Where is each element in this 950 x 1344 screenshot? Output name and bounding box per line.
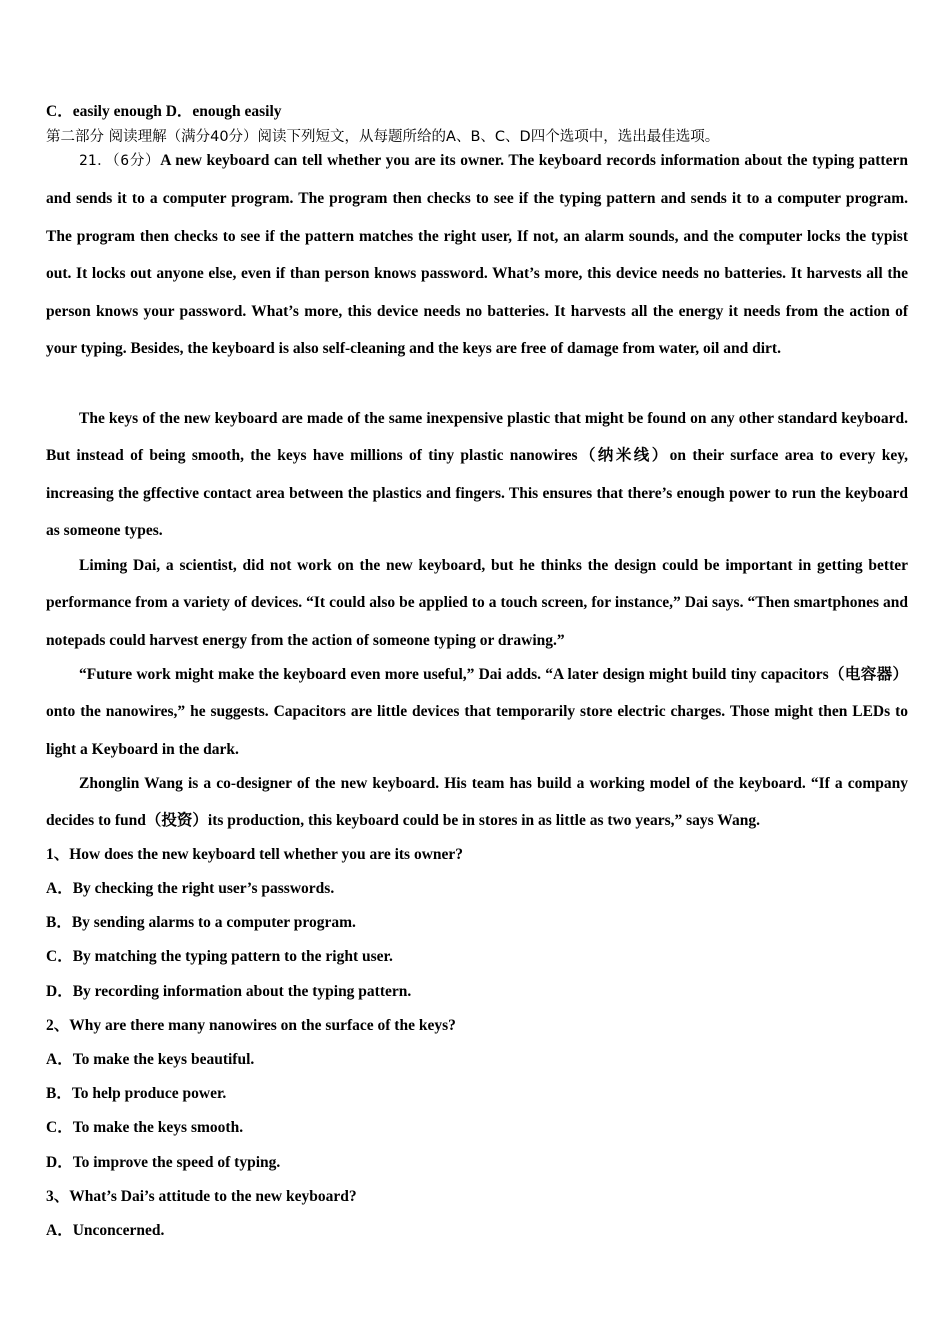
question-2-stem: 2、Why are there many nanowires on the surface of the keys? <box>46 1017 456 1034</box>
passage-paragraph-1 <box>46 142 908 367</box>
passage-paragraph-4: “Future work might make the keyboard even more useful,” Dai adds. “A later design might build tiny capacitors（电容器）onto the nanowires,” he suggests. Capacitors are little devices that temporarily store electric charges. Those might then LEDs to light a Keyboard in the dark. <box>46 666 908 758</box>
question-1-option-a[interactable]: A．By checking the right user’s passwords. <box>46 880 335 897</box>
question-2-option-c[interactable]: C．To make the keys smooth. <box>46 1119 244 1136</box>
question-1-option-b[interactable]: B．By sending alarms to a computer program. <box>46 914 356 931</box>
question-2-option-b[interactable]: B．To help produce power. <box>46 1085 227 1102</box>
question-3-option-a[interactable]: A．Unconcerned. <box>46 1222 165 1239</box>
question-1-option-c[interactable]: C．By matching the typing pattern to the right user. <box>46 948 393 965</box>
passage-paragraph-5: Zhonglin Wang is a co-designer of the new keyboard. His team has build a working model of the keyboard. “If a company decides to fund（投资）its production, this keyboard could be in stores in as little as two years,” says Wang. <box>46 775 908 830</box>
question-1-stem: 1、How does the new keyboard tell whether you are its owner? <box>46 846 464 863</box>
passage-paragraph-3: Liming Dai, a scientist, did not work on the new keyboard, but he thinks the design could be important in getting better performance from a variety of devices. “It could also be applied to a touch screen, for instance,” Dai says. “Then smartphones and notepads could harvest energy from the action of someone typing or drawing.” <box>46 557 908 649</box>
question-3-stem: 3、What’s Dai’s attitude to the new keyboard? <box>46 1188 357 1205</box>
question-1-option-d[interactable]: D．By recording information about the typing pattern. <box>46 983 412 1000</box>
previous-question-options: C．easily enough D．enough easily <box>46 103 282 120</box>
question-2-option-d[interactable]: D．To improve the speed of typing. <box>46 1154 281 1171</box>
passage-paragraph-2: The keys of the new keyboard are made of the same inexpensive plastic that might be found on any other standard keyboard. But instead of being smooth, the keys have millions of tiny plastic nanowires（纳米线）on their surface area to every key, increasing the gffective contact area between the plastics and fingers. This ensures that there’s enough power to run the keyboard as someone types. <box>46 410 908 540</box>
question-2-option-a[interactable]: A．To make the keys beautiful. <box>46 1051 255 1068</box>
passage-number: 21．（6分） <box>79 153 161 169</box>
passage-paragraph-1-text: A new keyboard can tell whether you are its owner. The keyboard records information about the typing pattern and sends it to a computer program. The program then checks to see if the typing pattern and sends it to a computer program. The program then checks to see if the pattern matches the right user, If not, an alarm sounds, and the computer locks the typist out. It locks out anyone else, even if than person knows password. What’s more, this device needs no batteries. It harvests all the person knows your password. What’s more, this device needs no batteries. It harvests all the energy it needs from the action of your typing. Besides, the keyboard is also self-cleaning and the keys are free of damage from water, oil and dirt. <box>46 152 908 358</box>
section-header: 第二部分 阅读理解（满分40分）阅读下列短文，从每题所给的A、B、C、D四个选项中，选出最佳选项。 <box>46 129 720 145</box>
